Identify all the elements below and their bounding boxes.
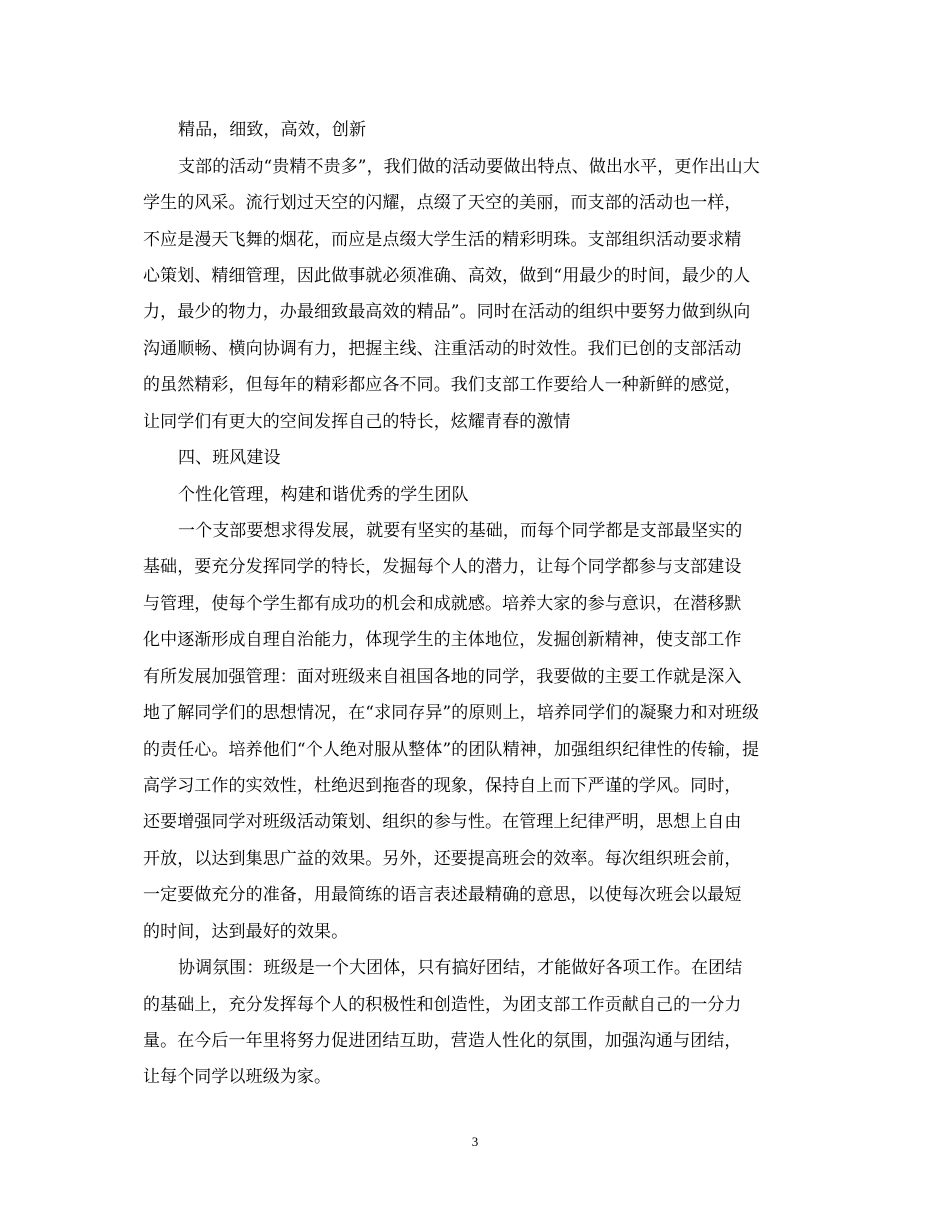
paragraph-line: 化中逐渐形成自理自治能力，体现学生的主体地位，发掘创新精神，使支部工作	[143, 630, 742, 650]
paragraph-line: 心策划、精细管理，因此做事就必须准确、高效，做到“用最少的时间，最少的人	[143, 266, 751, 286]
section-heading: 四、班风建设	[178, 448, 281, 468]
paragraph-line: 的基础上，充分发挥每个人的积极性和创造性，为团支部工作贡献自己的一分力	[143, 995, 742, 1015]
paragraph-line: 与管理，使每个学生都有成功的机会和成就感。培养大家的参与意识，在潜移默	[143, 594, 742, 614]
paragraph-line: 一个支部要想求得发展，就要有坚实的基础，而每个同学都是支部最坚实的	[178, 521, 743, 541]
paragraph-line: 的时间，达到最好的效果。	[143, 922, 349, 942]
paragraph-line: 的责任心。培养他们“个人绝对服从整体”的团队精神，加强组织纪律性的传输，提	[143, 740, 760, 760]
subheading: 个性化管理，构建和谐优秀的学生团队	[178, 485, 469, 505]
paragraph-line: 的虽然精彩，但每年的精彩都应各不同。我们支部工作要给人一种新鲜的感觉，	[143, 375, 742, 395]
paragraph-line: 量。在今后一年里将努力促进团结互助，营造人性化的氛围，加强沟通与团结，	[143, 1031, 742, 1051]
paragraph-line: 让同学们有更大的空间发挥自己的特长，炫耀青春的激情	[143, 412, 571, 432]
paragraph-line: 基础，要充分发挥同学的特长，发掘每个人的潜力，让每个同学都参与支部建设	[143, 557, 742, 577]
paragraph-line: 让每个同学以班级为家。	[143, 1067, 332, 1087]
heading-principles: 精品，细致，高效，创新	[178, 120, 367, 140]
paragraph-line: 还要增强同学对班级活动策划、组织的参与性。在管理上纪律严明，思想上自由	[143, 812, 742, 832]
paragraph-line: 支部的活动“贵精不贵多”，我们做的活动要做出特点、做出水平，更作出山大	[178, 157, 760, 177]
paragraph-line: 地了解同学们的思想情况，在“求同存异”的原则上，培养同学们的凝聚力和对班级	[143, 703, 760, 723]
paragraph-line: 高学习工作的实效性，杜绝迟到拖沓的现象，保持自上而下严谨的学风。同时，	[143, 776, 742, 796]
paragraph-line: 开放，以达到集思广益的效果。另外，还要提高班会的效率。每次组织班会前，	[143, 849, 742, 869]
paragraph-line: 一定要做充分的准备，用最简练的语言表述最精确的意思，以使每次班会以最短	[143, 885, 742, 905]
paragraph-line: 有所发展加强管理：面对班级来自祖国各地的同学，我要做的主要工作就是深入	[143, 667, 742, 687]
paragraph-line: 沟通顺畅、横向协调有力，把握主线、注重活动的时效性。我们已创的支部活动	[143, 339, 742, 359]
paragraph-line: 不应是漫天飞舞的烟花，而应是点缀大学生活的精彩明珠。支部组织活动要求精	[143, 230, 742, 250]
paragraph-line: 协调氛围：班级是一个大团体，只有搞好团结，才能做好各项工作。在团结	[178, 958, 743, 978]
paragraph-line: 力，最少的物力，办最细致最高效的精品”。同时在活动的组织中要努力做到纵向	[143, 302, 751, 322]
page-number: 3	[471, 1134, 479, 1149]
paragraph-line: 学生的风采。流行划过天空的闪耀，点缀了天空的美丽，而支部的活动也一样，	[143, 193, 742, 213]
